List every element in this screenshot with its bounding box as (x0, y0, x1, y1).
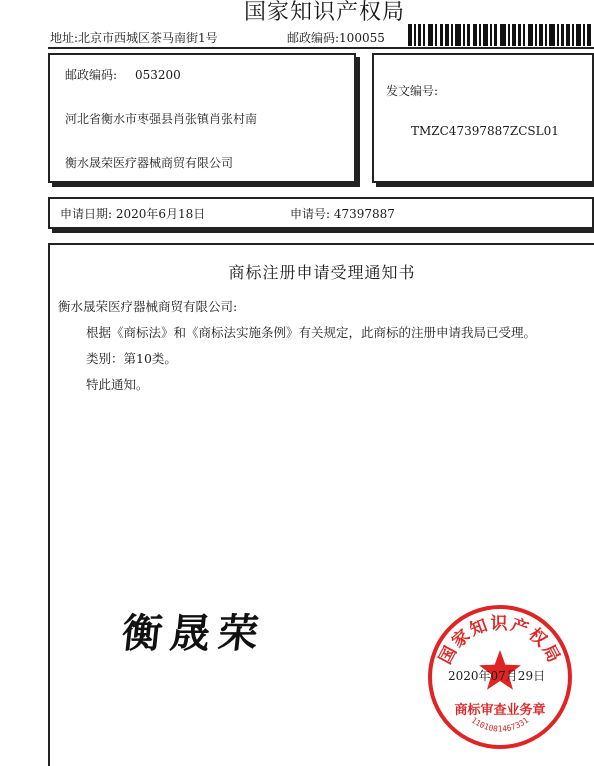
recipient-postcode-label: 邮政编码: (65, 68, 118, 82)
document-number-label: 发文编号: (386, 84, 439, 98)
notice-title: 商标注册申请受理通知书 (228, 263, 416, 282)
office-title: 国家知识产权局 (244, 0, 406, 25)
application-number: 申请号: 47397887 (290, 207, 395, 221)
seal-dept-text: 商标审查业务章 (454, 703, 546, 718)
recipient-company: 衡水晟荣医疗器械商贸有限公司 (65, 156, 234, 170)
recipient-box (48, 53, 356, 183)
seal-code-text: 1101081467331 (469, 715, 531, 734)
notice-category: 类别：第10类。 (86, 351, 177, 366)
company-signature (120, 597, 290, 667)
notice-date: 2020年07月29日 (448, 669, 546, 683)
header-divider (48, 47, 594, 49)
document-number-value: TMZC47397887ZCSL01 (411, 124, 559, 138)
office-address: 地址:北京市西城区茶马南街1号 (50, 31, 218, 45)
svg-text:1101081467331 (470, 715, 531, 733)
recipient-postcode-value: 053200 (135, 68, 181, 82)
notice-box (48, 243, 594, 766)
signature-text: 衡晟荣 (120, 610, 269, 657)
notice-body: 根据《商标法》和《商标法实施条例》有关规定，此商标的注册申请我局已受理。 (86, 325, 537, 340)
seal-org-text: 国家知识产权局 (435, 614, 565, 668)
notice-salutation: 衡水晟荣医疗器械商贸有限公司: (58, 299, 238, 314)
application-info-box (48, 197, 594, 229)
barcode (408, 24, 594, 46)
notice-closing: 特此通知。 (86, 377, 149, 392)
recipient-address: 河北省衡水市枣强县肖张镇肖张村南 (65, 112, 258, 126)
office-postcode: 邮政编码:100055 (287, 31, 385, 45)
application-date: 申请日期: 2020年6月18日 (60, 207, 206, 221)
document-number-box (372, 53, 594, 183)
